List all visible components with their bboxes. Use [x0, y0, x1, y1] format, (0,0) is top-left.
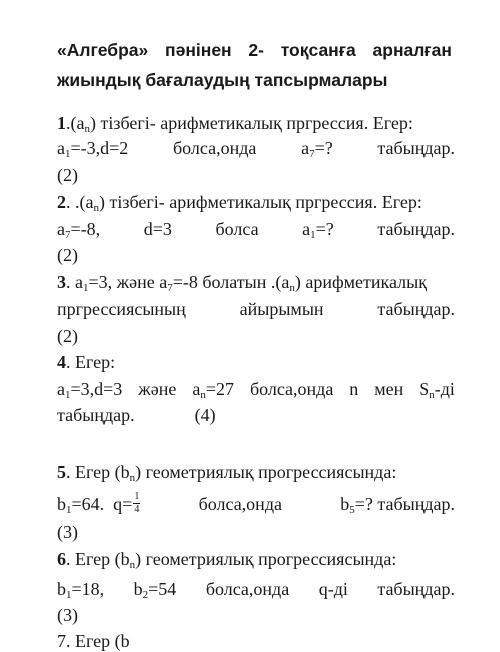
task-number: 1 — [57, 113, 66, 133]
task-text: b — [57, 579, 66, 599]
task-text: табыңдар. — [377, 494, 455, 514]
task-text: ) геометриялық прогрессиясында: — [135, 549, 397, 569]
score: (2) — [57, 165, 78, 185]
task-text: q= — [113, 494, 133, 514]
subscript: n — [93, 202, 99, 214]
task-4-line-2 — [57, 378, 455, 400]
task-text: a — [192, 379, 201, 399]
task-text: =3, және a — [88, 272, 168, 292]
task-text: . Егер (b — [66, 462, 130, 482]
score: (3) — [57, 605, 78, 625]
subscript: 7 — [167, 282, 173, 294]
subscript: 1 — [66, 589, 72, 601]
subscript: n — [84, 123, 90, 135]
title-word: тоқсанға — [280, 40, 356, 60]
task-text: табыңдар. — [57, 405, 135, 425]
task-4-line-3 — [57, 404, 455, 426]
task-text: =-3,d=2 — [70, 138, 129, 158]
subscript: 1 — [66, 504, 72, 516]
fraction — [133, 492, 140, 515]
subscript: n — [129, 559, 136, 571]
task-text: ) тізбегі- арифметикалық пргрессия. Егер: — [89, 113, 413, 133]
subscript: 7 — [309, 148, 315, 160]
task-5-score — [57, 521, 455, 543]
task-text: a — [57, 219, 65, 239]
task-text: n — [349, 379, 359, 399]
task-6-line-2 — [57, 578, 455, 600]
page-title — [57, 36, 452, 96]
subscript: n — [129, 472, 136, 484]
task-text: a — [302, 219, 311, 239]
task-text: a — [57, 138, 65, 158]
subscript: n — [200, 389, 206, 401]
title-word: «Алгебра» — [57, 40, 149, 60]
task-text: S — [419, 379, 430, 399]
task-6-line-1 — [57, 548, 455, 570]
subscript: 1 — [65, 389, 71, 401]
task-1-score — [57, 164, 455, 186]
title-line-2-text: жиындық бағалаудың тапсырмалары — [57, 70, 388, 90]
task-text: b — [340, 494, 350, 514]
task-text: табыңдар. — [377, 579, 455, 599]
subscript: n — [289, 282, 295, 294]
task-number: 5 — [57, 462, 66, 482]
task-text: жәнe — [138, 379, 177, 399]
score: (3) — [57, 522, 78, 542]
task-number: 4 — [57, 352, 66, 372]
subscript: 2 — [142, 589, 149, 601]
subscript: 1 — [83, 282, 89, 294]
task-text: q-ді — [318, 579, 348, 599]
title-word: пәнінен — [165, 40, 232, 60]
subscript: 1 — [65, 148, 71, 160]
title-word: арналған — [372, 40, 452, 60]
subscript: n — [429, 389, 435, 401]
task-text: a — [57, 379, 65, 399]
task-4-line-1 — [57, 351, 455, 373]
task-5-line-2 — [57, 493, 455, 517]
task-text: пргрессиясының — [57, 299, 186, 319]
task-text: d=3 — [143, 219, 172, 239]
score: (2) — [57, 245, 78, 265]
task-number: 2 — [57, 192, 66, 212]
task-text: табыңдар. — [377, 138, 455, 158]
task-7-partial: 7. Егер (b — [57, 631, 130, 651]
score: (2) — [57, 326, 78, 346]
task-1-line-1 — [57, 112, 455, 134]
task-text: ) арифметикалық — [294, 272, 427, 292]
task-text: мен — [374, 379, 404, 399]
task-text: a — [301, 138, 310, 158]
task-text: =? — [315, 219, 334, 239]
task-3-line-1 — [57, 271, 455, 293]
task-3-line-2 — [57, 298, 455, 320]
task-text: табыңдар. — [377, 219, 455, 239]
task-2-line-2 — [57, 218, 455, 240]
task-1-line-2 — [57, 137, 455, 159]
task-text: . a — [66, 272, 83, 292]
task-3-score — [57, 325, 455, 347]
task-text: =18, — [71, 579, 105, 599]
task-text: болса,онда — [198, 494, 282, 514]
task-2-line-1 — [57, 191, 455, 213]
task-text: .(a — [66, 113, 85, 133]
task-text: =-8, — [70, 219, 101, 239]
task-5-line-1 — [57, 461, 455, 483]
task-text: =? — [314, 138, 333, 158]
task-text: =-8 болатын .(a — [172, 272, 290, 292]
task-2-score — [57, 244, 455, 266]
task-text: =3,d=3 — [70, 379, 123, 399]
task-number: 3 — [57, 272, 66, 292]
task-text: ) геометриялық прогрессиясында: — [135, 462, 397, 482]
title-line-2 — [57, 66, 452, 96]
task-number: 6 — [57, 549, 66, 569]
subscript: 5 — [349, 504, 355, 516]
task-text: =27 — [205, 379, 234, 399]
task-text: табыңдар. — [377, 299, 455, 319]
task-text: . Егер: — [66, 352, 116, 372]
task-text: болса — [215, 219, 259, 239]
task-text: айырымын — [239, 299, 324, 319]
subscript: 1 — [310, 229, 316, 241]
task-text: . Егер (b — [66, 549, 130, 569]
task-text: =64. — [71, 494, 105, 514]
task-text: =? — [354, 494, 373, 514]
title-line-1 — [57, 36, 452, 66]
task-text: -ді — [434, 379, 455, 399]
task-text: b — [133, 579, 143, 599]
task-text: болса,онда — [172, 138, 257, 158]
task-text: болса,онда — [205, 579, 290, 599]
task-6-score — [57, 604, 455, 626]
task-text: болса,онда — [249, 379, 334, 399]
task-text: =54 — [148, 579, 177, 599]
fraction-denominator: 4 — [134, 504, 140, 516]
task-text: b — [57, 494, 66, 514]
subscript: 7 — [65, 229, 71, 241]
title-word: 2- — [248, 40, 264, 60]
score: (4) — [194, 405, 216, 425]
fraction-numerator: 1 — [134, 491, 140, 503]
task-text: ) тізбегі- арифметикалық пргрессия. Егер: — [98, 192, 422, 212]
task-text: . .(a — [66, 192, 94, 212]
